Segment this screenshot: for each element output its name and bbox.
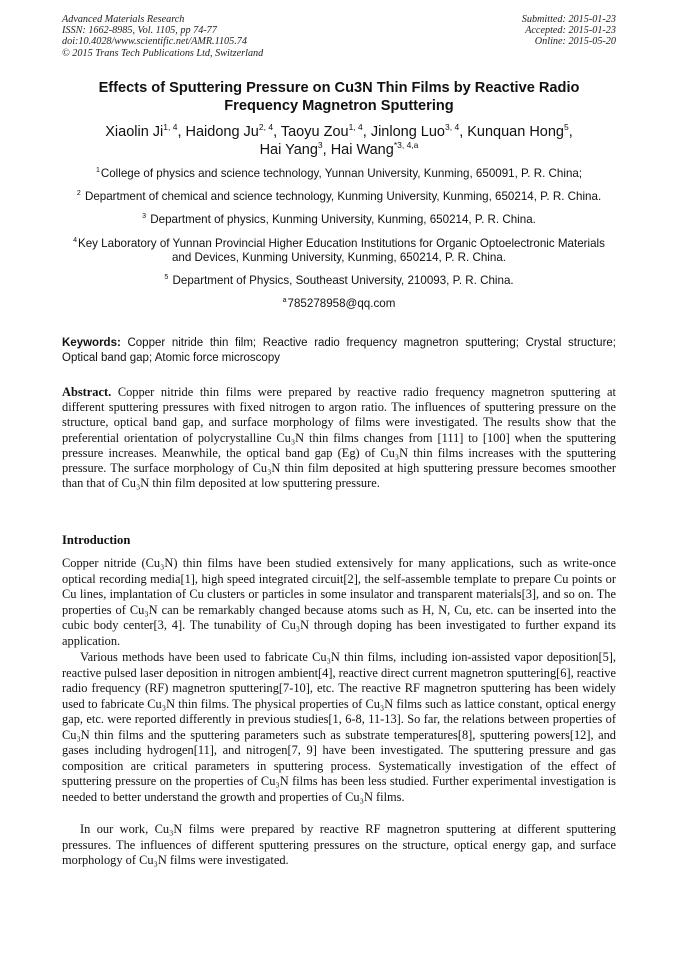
- journal-issn: ISSN: 1662-8985, Vol. 1105, pp 74-77: [62, 25, 217, 37]
- intro-paragraph-1: Copper nitride (Cu₃N) thin films have been studied extensively for many applications, such as write-once optical recording media[1], high speed integrated circuit[2], the self-assemble template to prepare Cu points or Cu lines, implantation of Cu clusters or particles in some insulator and transparent materials[3], and so on. The properties of Cu₃N can be remarkably changed because atoms such as H, N, Cu, etc. can be inserted into the cubic body center[3, 4]. The tunability of Cu₃N through doping has been investigated to further expand its application.: [62, 556, 616, 648]
- affiliation: [70, 190, 608, 204]
- affiliation-text: Department of chemical and science technology, Kunming University, Kunming, 650214, P. R. China.: [84, 190, 602, 204]
- author-affil-mark: 1, 4: [163, 122, 178, 132]
- journal-copyright: © 2015 Trans Tech Publications Ltd, Switzerland: [62, 47, 264, 59]
- email-mark: a: [282, 297, 287, 305]
- section-heading-introduction: Introduction: [62, 533, 131, 547]
- author-name: Haidong Ju: [185, 124, 259, 140]
- email-link[interactable]: 785278958@qq.com: [287, 297, 396, 311]
- affiliation-list: [70, 167, 608, 320]
- affiliation-text: College of physics and science technology, Yunnan University, Kunming, 650091, P. R. China;: [100, 167, 583, 180]
- author-list: Xiaolin Ji$^{1, 4}$, Haidong Ju$^{2, 4}$, Taoyu Zou$^{1, 4}$, Jinlong Luo$^{3, 4}$, Kunquan Hong$^5$, Hai Yang$^3$, Hai Wang$^{*3, 4,a}$: [105, 122, 573, 158]
- author-affil-mark: 3: [317, 140, 323, 150]
- keywords-label: Keywords:: [62, 337, 121, 349]
- affiliation: [70, 213, 608, 227]
- author-affil-mark: 2, 4: [258, 122, 274, 132]
- author-name: Taoyu Zou: [280, 124, 349, 140]
- journal-doi: doi:10.4028/www.scientific.net/AMR.1105.74: [62, 36, 247, 48]
- submission-dates: [522, 14, 616, 48]
- intro-paragraph-2: Various methods have been used to fabricate Cu₃N thin films, including ion-assisted vapor deposition[5], reactive pulsed laser deposition in nitrogen ambient[4], reactive direct current magnetron sputtering[6], reactive radio frequency (RF) magnetron sputtering[7-10], etc. The reactive RF magnetron sputtering has been widely used to fabricate Cu₃N thin films. The physical properties of Cu₃N films such as lattice constant, optical energy gap, etc. were reported differently in previous studies[1, 6-8, 11-13]. So far, the relations between properties of Cu₃N thin films and the sputtering parameters such as substrate temperatures[8], sputtering powers[12], and gases including hydrogen[11], and nitrogen[7, 9] have been investigated. The sputtering pressure and gas composition are critical parameters in sputtering process. Systematically investigation of the effect of sputtering pressure on the properties of Cu₃N films has been less studied. Further experimental investigation is needed to better understand the growth and properties of Cu₃N films.: [62, 650, 616, 804]
- author-affil-mark: 3, 4: [445, 122, 460, 132]
- author-name: Jinlong Luo: [370, 124, 445, 140]
- paper-title: Effects of Sputtering Pressure on Cu3N Thin Films by Reactive Radio Frequency Magnetron Sputtering: [98, 80, 580, 114]
- affiliation: [70, 237, 608, 265]
- corresponding-email: [70, 297, 608, 311]
- affiliation-mark: 3: [142, 213, 147, 221]
- accepted-date: Accepted: 2015-01-23: [525, 25, 616, 37]
- affiliation: [70, 274, 608, 288]
- submitted-date: Submitted: 2015-01-23: [521, 14, 616, 25]
- author-name: Hai Yang: [259, 142, 318, 158]
- abstract: [62, 385, 616, 491]
- abstract-label: Abstract.: [62, 385, 112, 399]
- author-affil-mark: 1, 4: [348, 122, 363, 132]
- affiliation-text: Department of physics, Kunming University, Kunming, 650214, P. R. China.: [150, 213, 536, 227]
- abstract-text: Copper nitride thin films were prepared by reactive radio frequency magnetron sputtering at different sputtering pressures with fixed nitrogen to argon ratio. The influences of sputtering pressure on the structure, optical band gap, and surface morphology of films were investigated. The results show that the preferential orientation of polycrystalline Cu₃N thin films changes from [111] to [100] when the sputtering pressure increases. Meanwhile, the optical band gap (Eg) of Cu₃N thin films increases with the sputtering pressure. The surface morphology of Cu₃N thin film deposited at high sputtering pressure becomes smoother than that of Cu₃N thin film deposited at low sputtering pressure.: [62, 385, 616, 491]
- affiliation-mark: 4: [73, 236, 77, 244]
- author-name: Hai Wang: [330, 142, 394, 158]
- intro-paragraph-3: In our work, Cu₃N films were prepared by reactive RF magnetron sputtering at different sputtering pressures. The influences of different sputtering pressures on the structure, optical energy gap, and surface morphology of Cu₃N films were investigated.: [62, 822, 616, 868]
- journal-name: Advanced Materials Research: [62, 14, 185, 25]
- affiliation-text: Key Laboratory of Yunnan Provincial Higher Education Institutions for Organic Optoelectronic Materials and Devices, Kunming University, Kunming, 650214, P. R. China.: [77, 236, 605, 264]
- affiliation-mark: 2: [76, 190, 81, 198]
- author-name: Kunquan Hong: [467, 124, 564, 140]
- affiliation: [70, 167, 608, 181]
- author-affil-mark: 5: [564, 122, 569, 132]
- keywords-text: Copper nitride thin film; Reactive radio frequency magnetron sputtering; Crystal structure; Optical band gap; Atomic force microscopy: [62, 337, 616, 364]
- journal-info: [62, 14, 263, 59]
- keywords: [62, 336, 616, 365]
- author-name: Xiaolin Ji: [105, 124, 164, 140]
- affiliation-mark: 1: [95, 167, 100, 174]
- author-affil-mark: *3, 4,a: [393, 140, 419, 150]
- affiliation-mark: 5: [164, 274, 169, 282]
- affiliation-text: Department of Physics, Southeast University, 210093, P. R. China.: [172, 274, 514, 288]
- online-date: Online: 2015-05-20: [534, 36, 616, 48]
